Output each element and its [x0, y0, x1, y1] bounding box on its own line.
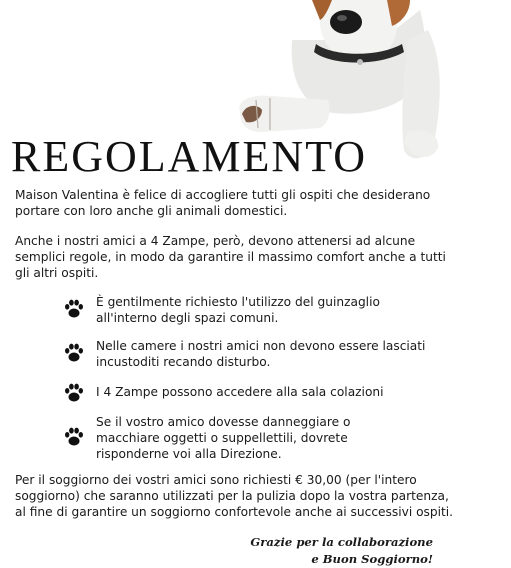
closing-thanks: Grazie per la collaborazione: [250, 535, 433, 549]
rules-intro-paragraph: Anche i nostri amici a 4 Zampe, però, devono attenersi ad alcune semplici regole, in modo da garantire il massimo comfort anche a tutti gli altri ospiti.: [15, 234, 446, 280]
rule-text: Nelle camere i nostri amici non devono essere lasciati incustoditi recando disturbo.: [96, 339, 426, 369]
intro-paragraph: Maison Valentina è felice di accogliere tutti gli ospiti che desiderano portare con loro anche gli animali domestici.: [15, 188, 431, 218]
rule-text: È gentilmente richiesto l'utilizzo del guinzaglio all'interno degli spazi comuni.: [96, 295, 380, 325]
rule-text: I 4 Zampe possono accedere alla sala colazioni: [96, 385, 384, 399]
page-title: REGOLAMENTO: [11, 132, 368, 181]
closing-wish: e Buon Soggiorno!: [311, 552, 433, 566]
paw-print-icon: [62, 380, 86, 404]
closing-signature: [250, 534, 433, 568]
paw-print-icon: [62, 296, 86, 320]
rule-text: Se il vostro amico dovesse danneggiare o macchiare oggetti o suppellettili, dovrete risponderne voi alla Direzione.: [96, 415, 351, 461]
fee-paragraph: Per il soggiorno dei vostri amici sono richiesti € 30,00 (per l'intero soggiorno) che saranno utilizzati per la pulizia dopo la vostra partenza, al fine di garantire un soggiorno confortevole anche ai successivi ospiti.: [15, 473, 454, 519]
paw-print-icon: [62, 424, 86, 448]
paw-print-icon: [62, 340, 86, 364]
